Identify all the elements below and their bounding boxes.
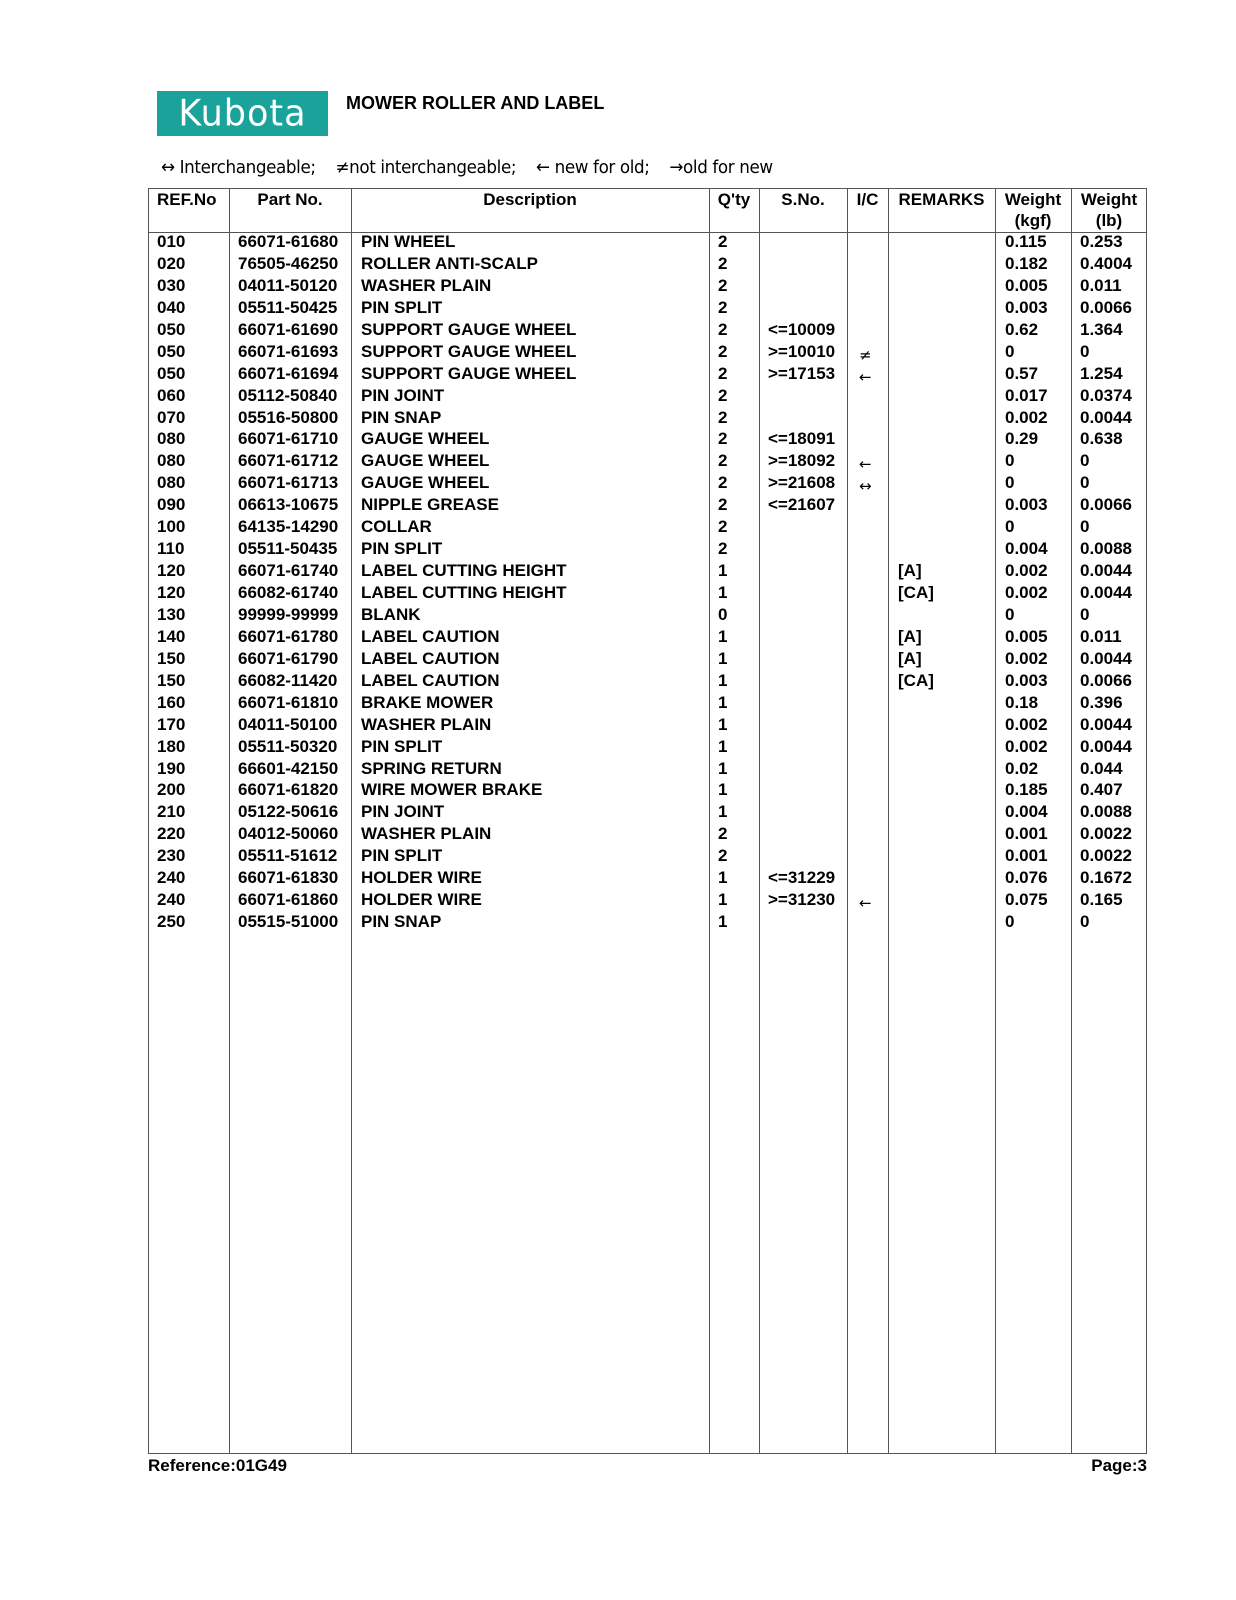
cell-qty: 2 — [718, 846, 728, 866]
cell-weight-lb: 0.0022 — [1080, 824, 1132, 844]
cell-weight-lb: 0.011 — [1080, 275, 1122, 295]
cell-ref-no: 080 — [157, 429, 186, 449]
cell-serial-no: <=18091 — [768, 429, 836, 449]
table-row — [149, 670, 1146, 692]
cell-part-no: 66071-61830 — [238, 868, 339, 888]
logo-text: Kubota — [178, 92, 307, 135]
cell-part-no: 66071-61680 — [238, 232, 339, 251]
cell-weight-kgf: 0.004 — [1005, 802, 1048, 822]
cell-description: LABEL CAUTION — [361, 626, 500, 646]
cell-serial-no: <=10009 — [768, 319, 836, 339]
cell-weight-kgf: 0 — [1005, 912, 1015, 932]
cell-remarks: [A] — [898, 626, 922, 646]
table-row — [149, 911, 1146, 933]
header-description: Description — [483, 190, 577, 209]
cell-weight-kgf: 0.185 — [1005, 780, 1048, 800]
cell-remarks: [A] — [898, 561, 922, 581]
cell-ref-no: 070 — [157, 407, 186, 427]
cell-part-no: 05122-50616 — [238, 802, 339, 822]
cell-weight-kgf: 0.001 — [1005, 846, 1048, 866]
cell-qty: 1 — [718, 890, 728, 910]
cell-ref-no: 240 — [157, 890, 186, 910]
table-row — [149, 560, 1146, 582]
cell-description: WASHER PLAIN — [361, 714, 492, 734]
cell-ref-no: 010 — [157, 232, 186, 251]
cell-serial-no: >=21608 — [768, 473, 836, 493]
table-row — [149, 582, 1146, 604]
cell-description: PIN SPLIT — [361, 846, 443, 866]
table-row — [149, 758, 1146, 780]
cell-weight-kgf: 0.003 — [1005, 495, 1048, 515]
cell-qty: 0 — [718, 604, 728, 624]
cell-ref-no: 030 — [157, 275, 186, 295]
cell-qty: 1 — [718, 868, 728, 888]
cell-ref-no: 110 — [157, 539, 185, 559]
cell-remarks: [A] — [898, 648, 922, 668]
cell-description: SUPPORT GAUGE WHEEL — [361, 341, 577, 361]
cell-part-no: 66071-61712 — [238, 451, 339, 471]
cell-weight-lb: 0.0044 — [1080, 736, 1132, 756]
cell-qty: 1 — [718, 561, 728, 581]
cell-weight-kgf: 0.002 — [1005, 714, 1048, 734]
cell-part-no: 05511-51612 — [238, 846, 338, 866]
table-row — [149, 231, 1146, 253]
cell-description: PIN SPLIT — [361, 736, 443, 756]
cell-weight-kgf: 0.002 — [1005, 583, 1048, 602]
table-row — [149, 450, 1146, 472]
cell-ref-no: 150 — [157, 670, 186, 690]
cell-part-no: 05511-50425 — [238, 297, 338, 317]
cell-description: PIN SPLIT — [361, 297, 443, 317]
cell-weight-kgf: 0.002 — [1005, 648, 1048, 668]
cell-ref-no: 060 — [157, 385, 186, 405]
table-row — [149, 626, 1146, 648]
cell-description: PIN JOINT — [361, 385, 445, 405]
cell-description: WASHER PLAIN — [361, 275, 492, 295]
cell-weight-kgf: 0.017 — [1005, 385, 1048, 405]
cell-ref-no: 210 — [157, 802, 186, 822]
cell-description: BRAKE MOWER — [361, 692, 494, 712]
cell-part-no: 99999-99999 — [238, 604, 339, 624]
header-part-no: Part No. — [257, 190, 323, 209]
footer-reference: Reference:01G49 — [148, 1456, 287, 1475]
cell-qty: 1 — [718, 758, 728, 778]
cell-part-no: 66071-61780 — [238, 626, 339, 646]
cell-weight-kgf: 0.02 — [1005, 758, 1039, 778]
cell-ic: ← — [859, 367, 872, 386]
cell-ref-no: 180 — [157, 736, 186, 756]
cell-weight-lb: 0.1672 — [1080, 868, 1132, 888]
cell-weight-lb: 0 — [1080, 451, 1090, 471]
cell-weight-lb: 0.0044 — [1080, 648, 1132, 668]
table-row — [149, 275, 1146, 297]
cell-part-no: 04012-50060 — [238, 824, 339, 844]
table-row — [149, 385, 1146, 407]
cell-part-no: 05515-51000 — [238, 912, 339, 932]
parts-table — [148, 188, 1147, 1454]
cell-ref-no: 130 — [157, 604, 186, 624]
cell-weight-lb: 1.254 — [1080, 363, 1123, 383]
cell-weight-lb: 0.0066 — [1080, 297, 1132, 317]
cell-weight-lb: 0.165 — [1080, 890, 1123, 910]
cell-ref-no: 050 — [157, 319, 186, 339]
cell-part-no: 66082-11420 — [238, 670, 338, 690]
header-qty: Q'ty — [717, 190, 751, 209]
cell-weight-lb: 0.0022 — [1080, 846, 1132, 866]
cell-weight-kgf: 0.004 — [1005, 539, 1048, 559]
cell-part-no: 66071-61810 — [238, 692, 339, 712]
cell-weight-kgf: 0.182 — [1005, 253, 1048, 273]
table-row — [149, 648, 1146, 670]
cell-weight-kgf: 0.57 — [1005, 363, 1039, 383]
header-weight-kgf: Weight (kgf) — [1004, 190, 1062, 230]
cell-part-no: 66071-61860 — [238, 890, 339, 910]
cell-description: GAUGE WHEEL — [361, 429, 490, 449]
header-serial-no: S.No. — [781, 190, 825, 209]
cell-weight-kgf: 0.115 — [1005, 232, 1047, 251]
cell-ref-no: 150 — [157, 648, 186, 668]
legend-interchangeable: ↔ Interchangeable; — [161, 157, 316, 178]
cell-qty: 2 — [718, 253, 728, 273]
cell-ref-no: 120 — [157, 561, 186, 581]
cell-part-no: 66071-61690 — [238, 319, 339, 339]
cell-qty: 1 — [718, 714, 728, 734]
cell-part-no: 64135-14290 — [238, 517, 339, 537]
cell-ref-no: 200 — [157, 780, 186, 800]
cell-ref-no: 050 — [157, 363, 186, 383]
cell-serial-no: <=21607 — [768, 495, 836, 515]
cell-description: SPRING RETURN — [361, 758, 502, 778]
cell-qty: 2 — [718, 341, 728, 361]
cell-part-no: 66071-61713 — [238, 473, 339, 493]
cell-ref-no: 080 — [157, 451, 186, 471]
cell-ic: ← — [859, 894, 872, 913]
table-row — [149, 867, 1146, 889]
cell-serial-no: <=31229 — [768, 868, 836, 888]
cell-part-no: 66071-61740 — [238, 561, 339, 581]
cell-weight-lb: 0.407 — [1080, 780, 1123, 800]
cell-weight-lb: 1.364 — [1080, 319, 1123, 339]
cell-qty: 2 — [718, 407, 728, 427]
table-row — [149, 494, 1146, 516]
cell-qty: 2 — [718, 385, 728, 405]
cell-part-no: 05112-50840 — [238, 385, 338, 405]
cell-ic: ≠ — [859, 345, 872, 364]
table-row — [149, 823, 1146, 845]
cell-qty: 2 — [718, 495, 728, 515]
cell-weight-kgf: 0 — [1005, 473, 1015, 493]
cell-weight-kgf: 0 — [1005, 604, 1015, 624]
cell-part-no: 76505-46250 — [238, 253, 339, 273]
cell-ref-no: 240 — [157, 868, 186, 888]
cell-description: WIRE MOWER BRAKE — [361, 780, 543, 800]
cell-weight-lb: 0.0088 — [1080, 539, 1132, 559]
cell-description: WASHER PLAIN — [361, 824, 492, 844]
header-weight-lb: Weight (lb) — [1080, 190, 1138, 230]
table-row — [149, 889, 1146, 911]
cell-weight-lb: 0.4004 — [1080, 253, 1132, 273]
footer-page-number: Page:3 — [1091, 1456, 1147, 1475]
cell-description: LABEL CAUTION — [361, 648, 500, 668]
table-row — [149, 801, 1146, 823]
cell-weight-kgf: 0.002 — [1005, 407, 1048, 427]
cell-weight-lb: 0 — [1080, 604, 1090, 624]
cell-weight-lb: 0 — [1080, 341, 1090, 361]
legend-old-for-new: →old for new — [669, 157, 773, 178]
cell-part-no: 66601-42150 — [238, 758, 339, 778]
table-body — [149, 231, 1146, 933]
cell-description: PIN WHEEL — [361, 232, 456, 251]
kubota-logo — [157, 91, 328, 136]
cell-description: LABEL CAUTION — [361, 670, 500, 690]
cell-description: LABEL CUTTING HEIGHT — [361, 561, 567, 581]
cell-serial-no: >=18092 — [768, 451, 836, 471]
cell-serial-no: >=17153 — [768, 363, 836, 383]
cell-ic: ← — [859, 455, 872, 474]
cell-weight-lb: 0.0066 — [1080, 670, 1132, 690]
cell-ref-no: 140 — [157, 626, 186, 646]
cell-remarks: [CA] — [898, 583, 934, 602]
cell-weight-lb: 0 — [1080, 912, 1090, 932]
cell-weight-kgf: 0.005 — [1005, 626, 1048, 646]
cell-qty: 2 — [718, 363, 728, 383]
cell-qty: 2 — [718, 429, 728, 449]
cell-weight-kgf: 0.005 — [1005, 275, 1048, 295]
table-row — [149, 538, 1146, 560]
cell-description: GAUGE WHEEL — [361, 451, 490, 471]
table-row — [149, 341, 1146, 363]
cell-weight-lb: 0.0044 — [1080, 407, 1132, 427]
cell-description: GAUGE WHEEL — [361, 473, 490, 493]
table-row — [149, 253, 1146, 275]
page-title: MOWER ROLLER AND LABEL — [346, 93, 605, 113]
cell-ref-no: 230 — [157, 846, 186, 866]
table-row — [149, 407, 1146, 429]
cell-qty: 1 — [718, 736, 728, 756]
cell-part-no: 06613-10675 — [238, 495, 339, 515]
cell-qty: 2 — [718, 232, 728, 251]
cell-description: ROLLER ANTI-SCALP — [361, 253, 538, 273]
cell-part-no: 66082-61740 — [238, 583, 339, 602]
cell-part-no: 66071-61693 — [238, 341, 339, 361]
cell-ref-no: 220 — [157, 824, 186, 844]
header-remarks: REMARKS — [898, 190, 985, 209]
cell-description: LABEL CUTTING HEIGHT — [361, 583, 567, 602]
cell-weight-kgf: 0.002 — [1005, 736, 1048, 756]
cell-qty: 2 — [718, 517, 728, 537]
legend-new-for-old: ← new for old; — [536, 157, 650, 178]
cell-serial-no: >=31230 — [768, 890, 836, 910]
cell-weight-kgf: 0.18 — [1005, 692, 1039, 712]
cell-ref-no: 250 — [157, 912, 186, 932]
cell-description: HOLDER WIRE — [361, 868, 482, 888]
cell-qty: 1 — [718, 670, 728, 690]
cell-weight-lb: 0 — [1080, 473, 1090, 493]
header-ref-no: REF.No — [157, 190, 217, 209]
cell-qty: 1 — [718, 583, 728, 602]
cell-weight-kgf: 0.62 — [1005, 319, 1039, 339]
table-row — [149, 736, 1146, 758]
cell-qty: 1 — [718, 912, 728, 932]
cell-qty: 2 — [718, 297, 728, 317]
cell-ref-no: 050 — [157, 341, 186, 361]
cell-qty: 1 — [718, 626, 728, 646]
cell-part-no: 66071-61694 — [238, 363, 339, 383]
cell-description: SUPPORT GAUGE WHEEL — [361, 363, 577, 383]
cell-qty: 2 — [718, 319, 728, 339]
cell-description: SUPPORT GAUGE WHEEL — [361, 319, 577, 339]
cell-description: PIN SNAP — [361, 407, 442, 427]
table-row — [149, 845, 1146, 867]
table-row — [149, 604, 1146, 626]
cell-qty: 2 — [718, 275, 728, 295]
table-row — [149, 714, 1146, 736]
cell-qty: 1 — [718, 802, 728, 822]
cell-ref-no: 020 — [157, 253, 186, 273]
cell-weight-kgf: 0.002 — [1005, 561, 1048, 581]
table-row — [149, 692, 1146, 714]
cell-weight-lb: 0.0044 — [1080, 561, 1132, 581]
cell-ref-no: 040 — [157, 297, 186, 317]
table-row — [149, 319, 1146, 341]
cell-description: PIN SPLIT — [361, 539, 443, 559]
cell-ref-no: 080 — [157, 473, 186, 493]
cell-part-no: 66071-61790 — [238, 648, 339, 668]
cell-ref-no: 100 — [157, 517, 186, 537]
cell-description: PIN JOINT — [361, 802, 445, 822]
cell-description: HOLDER WIRE — [361, 890, 482, 910]
cell-weight-kgf: 0.001 — [1005, 824, 1048, 844]
cell-weight-lb: 0.0088 — [1080, 802, 1132, 822]
cell-remarks: [CA] — [898, 670, 934, 690]
cell-weight-lb: 0 — [1080, 517, 1090, 537]
table-row — [149, 779, 1146, 801]
cell-weight-lb: 0.0374 — [1080, 385, 1132, 405]
table-row — [149, 428, 1146, 450]
cell-part-no: 66071-61820 — [238, 780, 339, 800]
cell-weight-lb: 0.0044 — [1080, 583, 1132, 602]
cell-qty: 2 — [718, 473, 728, 493]
cell-weight-kgf: 0 — [1005, 451, 1015, 471]
cell-qty: 1 — [718, 692, 728, 712]
cell-description: BLANK — [361, 604, 421, 624]
legend-not-interchangeable: ≠not interchangeable; — [335, 157, 517, 178]
cell-ref-no: 090 — [157, 495, 186, 515]
cell-description: PIN SNAP — [361, 912, 442, 932]
cell-weight-kgf: 0.075 — [1005, 890, 1048, 910]
header-ic: I/C — [856, 190, 879, 209]
table-row — [149, 472, 1146, 494]
cell-ref-no: 160 — [157, 692, 186, 712]
cell-weight-kgf: 0.076 — [1005, 868, 1048, 888]
cell-weight-lb: 0.396 — [1080, 692, 1123, 712]
cell-ref-no: 190 — [157, 758, 186, 778]
table-row — [149, 363, 1146, 385]
cell-weight-kgf: 0 — [1005, 517, 1015, 537]
cell-part-no: 66071-61710 — [238, 429, 339, 449]
cell-ic: ↔ — [859, 477, 872, 496]
cell-weight-kgf: 0 — [1005, 341, 1015, 361]
cell-weight-kgf: 0.003 — [1005, 670, 1048, 690]
cell-part-no: 05511-50320 — [238, 736, 338, 756]
cell-part-no: 05511-50435 — [238, 539, 338, 559]
cell-qty: 1 — [718, 648, 728, 668]
cell-qty: 2 — [718, 824, 728, 844]
cell-weight-lb: 0.011 — [1080, 626, 1122, 646]
cell-weight-kgf: 0.003 — [1005, 297, 1048, 317]
cell-part-no: 04011-50120 — [238, 275, 338, 295]
cell-weight-lb: 0.638 — [1080, 429, 1123, 449]
cell-part-no: 04011-50100 — [238, 714, 338, 734]
cell-ref-no: 170 — [157, 714, 186, 734]
cell-qty: 2 — [718, 539, 728, 559]
cell-weight-kgf: 0.29 — [1005, 429, 1039, 449]
interchangeability-legend — [161, 157, 788, 178]
cell-weight-lb: 0.0066 — [1080, 495, 1132, 515]
cell-weight-lb: 0.044 — [1080, 758, 1123, 778]
cell-part-no: 05516-50800 — [238, 407, 339, 427]
cell-description: NIPPLE GREASE — [361, 495, 499, 515]
table-row — [149, 297, 1146, 319]
cell-weight-lb: 0.0044 — [1080, 714, 1132, 734]
cell-ref-no: 120 — [157, 583, 186, 602]
cell-qty: 2 — [718, 451, 728, 471]
cell-serial-no: >=10010 — [768, 341, 836, 361]
cell-qty: 1 — [718, 780, 728, 800]
cell-weight-lb: 0.253 — [1080, 232, 1123, 251]
cell-description: COLLAR — [361, 517, 432, 537]
table-row — [149, 516, 1146, 538]
